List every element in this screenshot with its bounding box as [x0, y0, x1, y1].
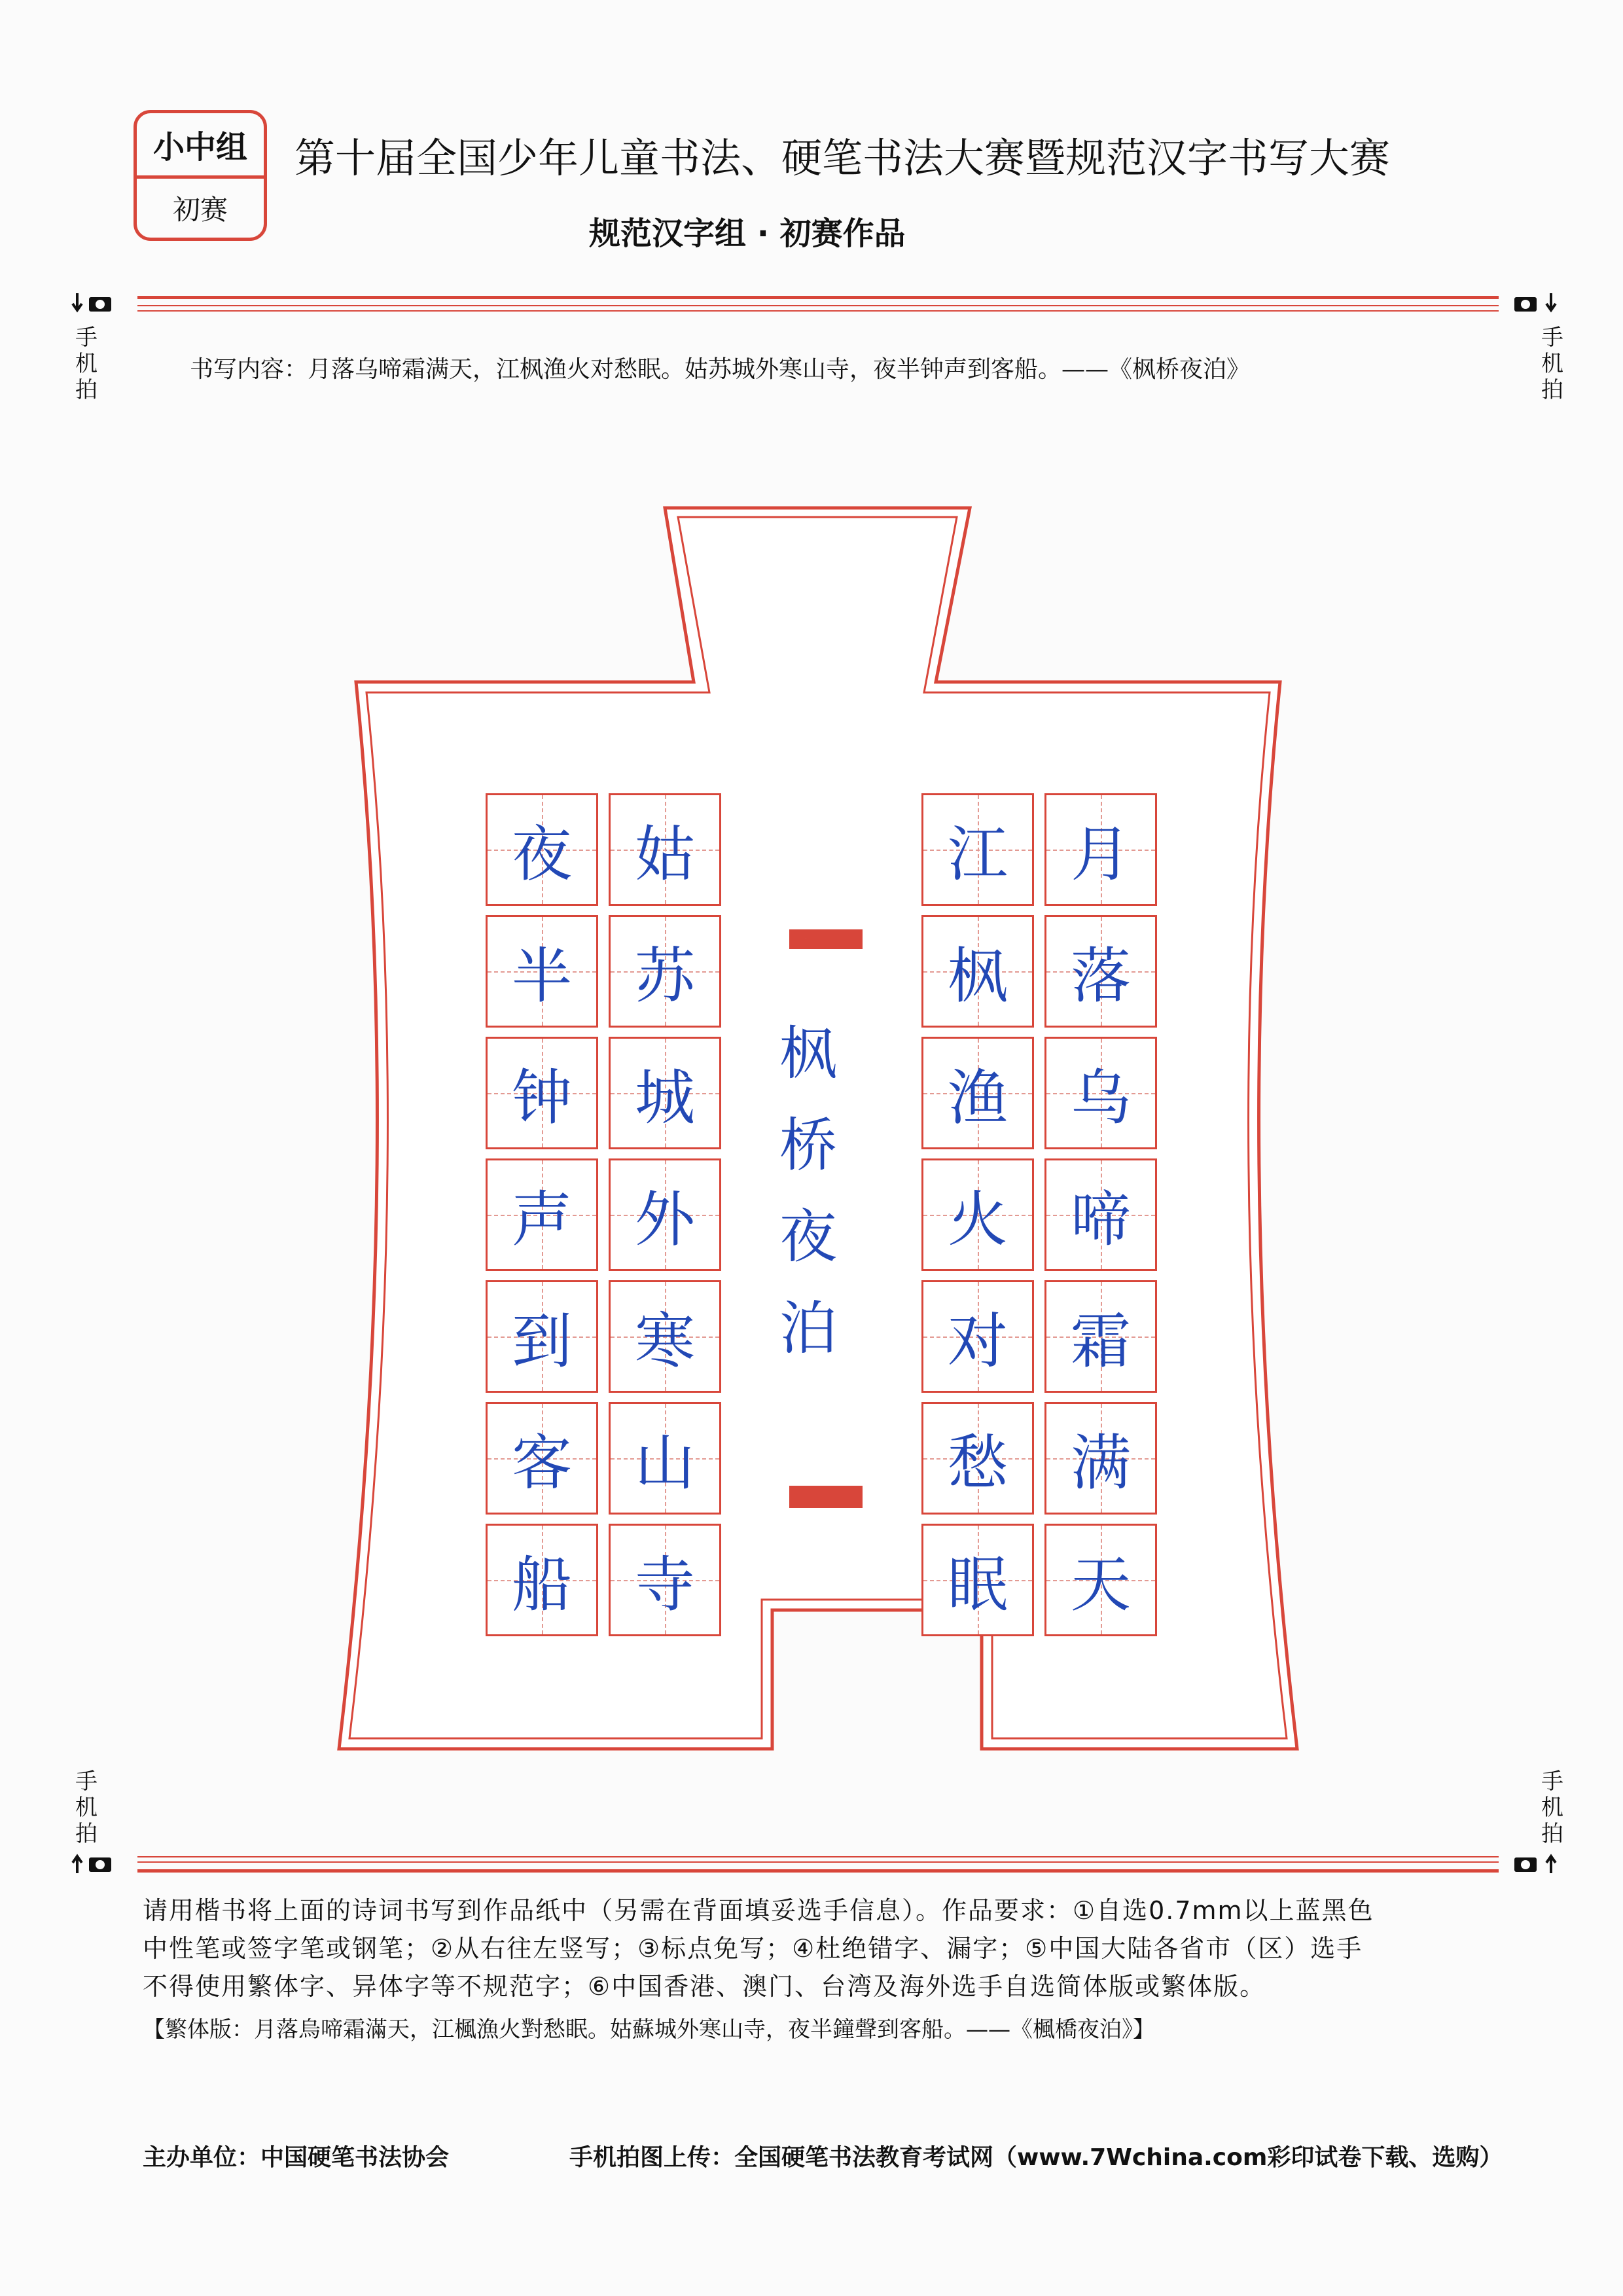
grid-cell	[921, 1402, 1034, 1515]
handwritten-char: 乌	[1070, 1063, 1131, 1133]
poem-title-vertical	[772, 1008, 844, 1374]
handwritten-char: 城	[634, 1063, 695, 1133]
grid-cell	[486, 1524, 598, 1636]
grid-cell	[486, 1037, 598, 1149]
handwritten-char: 苏	[634, 941, 695, 1011]
grid-cell	[486, 1280, 598, 1393]
bottom-rule	[137, 1869, 1499, 1873]
arrow-up-icon	[1546, 1856, 1556, 1873]
upload-info: 手机拍图上传：全国硬笔书法教育考试网（www.7Wchina.com彩印试卷下载、选购）	[569, 2144, 1503, 2171]
title-char: 夜	[779, 1203, 837, 1270]
grid-cell	[921, 1280, 1034, 1393]
phone-shot-label-br: 手 机 拍	[1541, 1768, 1563, 1847]
grid-cell	[486, 1402, 598, 1515]
handwritten-char: 山	[634, 1428, 695, 1498]
grid-cell	[921, 1524, 1034, 1636]
ribbon-top	[789, 929, 863, 949]
grid-cell	[921, 1158, 1034, 1271]
handwritten-char: 寒	[634, 1306, 695, 1376]
grid-cell	[609, 1402, 721, 1515]
handwritten-char: 落	[1070, 941, 1131, 1011]
grid-cell	[609, 1524, 721, 1636]
page-subtitle: 规范汉字组 · 初赛作品	[589, 215, 906, 252]
grid-cell	[609, 915, 721, 1028]
grid-cell	[1044, 915, 1157, 1028]
grid-cell	[921, 915, 1034, 1028]
instruction-line-2: 中性笔或签字笔或钢笔；②从右往左竖写；③标点免写；④杜绝错字、漏字；⑤中国大陆各省市（区）选手	[143, 1934, 1363, 1963]
phone-shot-label-tl: 手 机 拍	[75, 325, 98, 403]
bottom-rule-thin-2	[137, 1861, 1499, 1863]
title-char: 桥	[779, 1111, 837, 1179]
handwritten-char: 满	[1070, 1428, 1131, 1498]
organizer: 主办单位：中国硬笔书法协会	[143, 2144, 450, 2171]
handwritten-char: 船	[511, 1550, 572, 1620]
handwritten-char: 枫	[947, 941, 1008, 1011]
handwritten-char: 到	[511, 1306, 572, 1376]
handwritten-char: 江	[947, 819, 1008, 889]
grid-cell	[921, 793, 1034, 906]
title-char: 枫	[779, 1020, 837, 1087]
instruction-line-1: 请用楷书将上面的诗词书写到作品纸中（另需在背面填妥选手信息）。作品要求：①自选0.7mm以上蓝黑色	[143, 1896, 1374, 1925]
ribbon-bottom	[789, 1486, 863, 1508]
handwritten-char: 天	[1070, 1550, 1131, 1620]
grid-cell	[609, 1037, 721, 1149]
grid-cell	[609, 1158, 721, 1271]
grid-cell	[609, 1280, 721, 1393]
grid-cell	[1044, 1280, 1157, 1393]
grid-cell	[921, 1037, 1034, 1149]
grid-cell	[486, 1158, 598, 1271]
handwritten-char: 火	[947, 1185, 1008, 1255]
handwritten-char: 月	[1070, 819, 1131, 889]
grid-cell	[1044, 793, 1157, 906]
grid-cell	[1044, 1524, 1157, 1636]
handwritten-char: 眠	[947, 1550, 1008, 1620]
handwritten-char: 外	[634, 1185, 695, 1255]
bottom-right-marker	[1512, 1851, 1544, 1883]
handwritten-char: 对	[947, 1306, 1008, 1376]
badge-stage-label: 初赛	[172, 194, 228, 226]
badge-group-label: 小中组	[137, 113, 264, 179]
handwritten-char: 渔	[947, 1063, 1008, 1133]
grid-cell	[486, 793, 598, 906]
bottom-rule-thin	[137, 1856, 1499, 1857]
grid-cell	[486, 915, 598, 1028]
grid-cell	[1044, 1402, 1157, 1515]
handwritten-char: 寺	[634, 1550, 695, 1620]
handwritten-char: 愁	[947, 1428, 1008, 1498]
handwritten-char: 夜	[511, 819, 572, 889]
handwritten-char: 姑	[634, 819, 695, 889]
handwritten-char: 啼	[1070, 1185, 1131, 1255]
bottom-left-marker	[71, 1851, 103, 1883]
instruction-line-3: 不得使用繁体字、异体字等不规范字；⑥中国香港、澳门、台湾及海外选手自选简体版或繁体版。	[143, 1972, 1266, 2001]
grid-cell	[1044, 1037, 1157, 1149]
writing-content: 书写内容：月落乌啼霜满天，江枫渔火对愁眠。姑苏城外寒山寺，夜半钟声到客船。——《枫桥夜泊》	[190, 356, 1251, 383]
traditional-version: 【繁体版：月落烏啼霜滿天，江楓漁火對愁眠。姑蘇城外寒山寺，夜半鐘聲到客船。——《楓橋夜泊》】	[143, 2017, 1155, 2043]
arrow-up-icon	[71, 1851, 123, 1877]
phone-shot-label-tr: 手 机 拍	[1541, 325, 1563, 403]
handwritten-char: 霜	[1070, 1306, 1131, 1376]
phone-shot-label-bl: 手 机 拍	[75, 1768, 98, 1847]
grid-cell	[1044, 1158, 1157, 1271]
handwritten-char: 声	[511, 1185, 572, 1255]
handwritten-char: 半	[511, 941, 572, 1011]
camera-icon	[1512, 1851, 1564, 1877]
grid-cell	[609, 793, 721, 906]
page-title: 第十届全国少年儿童书法、硬笔书法大赛暨规范汉字书写大赛	[294, 134, 1391, 182]
handwritten-char: 钟	[511, 1063, 572, 1133]
handwritten-char: 客	[511, 1428, 572, 1498]
title-char: 泊	[779, 1295, 837, 1362]
